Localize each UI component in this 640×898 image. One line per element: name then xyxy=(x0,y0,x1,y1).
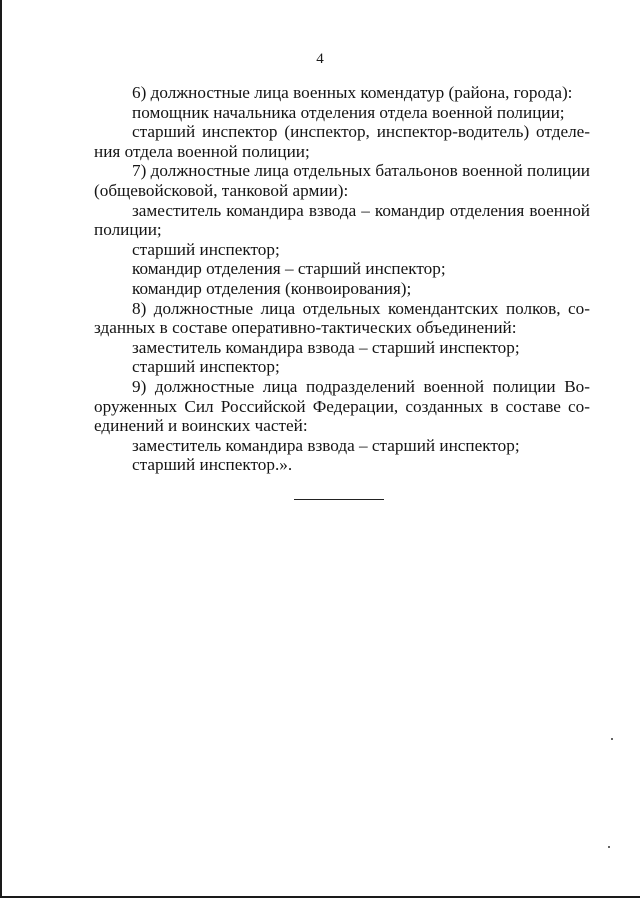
scan-speck xyxy=(608,846,610,848)
paragraph xyxy=(94,83,590,103)
paragraph-text: старший инспектор; xyxy=(132,239,280,259)
paragraph-first-line: 9) должностные лица подразделений военной полиции Во- xyxy=(132,376,590,396)
paragraph-first-line: 8) должностные лица отдельных комендантских полков, со- xyxy=(132,298,590,318)
paragraph-continuation: зданных в составе оперативно-тактических объединений: xyxy=(94,318,517,338)
paragraph-first-line: 7) должностные лица отдельных батальонов военной полиции xyxy=(132,161,590,181)
paragraph-continuation: ния отдела военной полиции; xyxy=(94,141,310,161)
paragraph-continuation: единений и воинских частей: xyxy=(94,416,308,436)
paragraph-first-line: заместитель командира взвода – командир отделения военной xyxy=(132,200,590,220)
scan-left-edge xyxy=(0,0,2,898)
page-number: 4 xyxy=(316,51,324,67)
paragraph xyxy=(94,259,590,279)
paragraph-text: командир отделения – старший инспектор; xyxy=(132,259,446,279)
paragraph-continuation: (общевойсковой, танковой армии): xyxy=(94,180,349,200)
paragraph xyxy=(94,103,590,123)
paragraph xyxy=(94,377,590,436)
paragraph xyxy=(94,299,590,338)
paragraph-text: старший инспектор; xyxy=(132,357,280,377)
paragraph-text: старший инспектор.». xyxy=(132,455,293,475)
paragraph xyxy=(94,357,590,377)
scan-speck xyxy=(611,738,613,740)
paragraph-text: помощник начальника отделения отдела военной полиции; xyxy=(132,102,565,122)
paragraph xyxy=(94,201,590,240)
paragraph xyxy=(94,279,590,299)
paragraph-continuation: полиции; xyxy=(94,220,162,240)
paragraph-first-line: старший инспектор (инспектор, инспектор-водитель) отделе- xyxy=(132,122,590,142)
paragraph xyxy=(94,161,590,200)
paragraph-text: заместитель командира взвода – старший инспектор; xyxy=(132,337,520,357)
paragraph xyxy=(94,338,590,358)
paragraph-text: заместитель командира взвода – старший инспектор; xyxy=(132,435,520,455)
paragraph-text: 6) должностные лица военных комендатур (района, города): xyxy=(132,83,573,102)
paragraph-text: командир отделения (конвоирования); xyxy=(132,278,412,298)
paragraph xyxy=(94,455,590,475)
end-of-document-rule xyxy=(294,499,384,500)
paragraph xyxy=(94,122,590,161)
document-body xyxy=(94,83,590,475)
paragraph xyxy=(94,436,590,456)
paragraph-middle-line: оруженных Сил Российской Федерации, созданных в составе со- xyxy=(94,396,590,416)
paragraph xyxy=(94,240,590,260)
